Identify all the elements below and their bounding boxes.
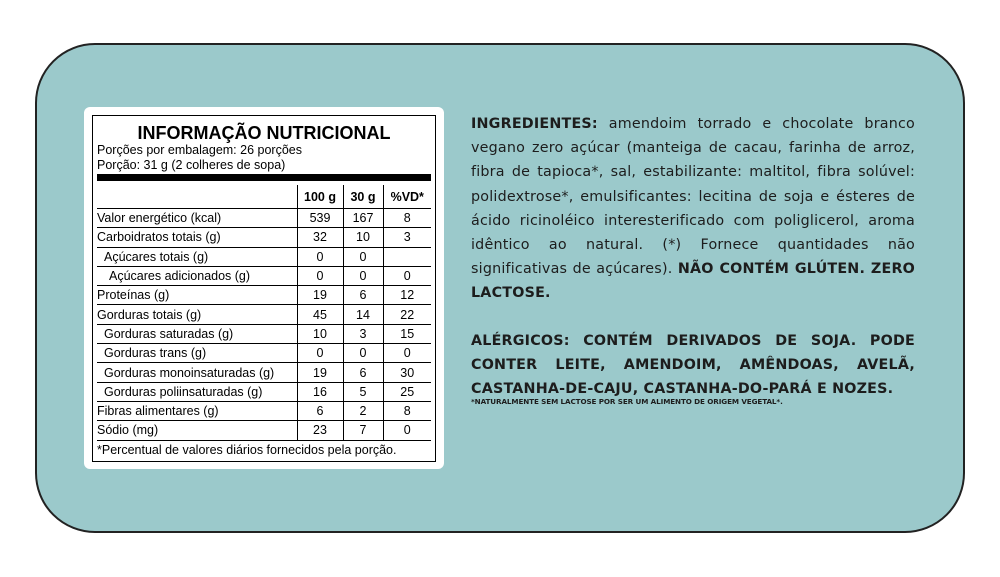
table-row: [97, 247, 431, 266]
header-30g: 30 g: [343, 185, 383, 209]
row-value-vd: 0: [383, 266, 431, 285]
row-value-100g: 0: [297, 247, 343, 266]
row-value-30g: 6: [343, 363, 383, 382]
table-row: [97, 266, 431, 285]
row-value-vd: 8: [383, 401, 431, 420]
lactose-fine-print: *NATURALMENTE SEM LACTOSE POR SER UM ALIMENTO DE ORIGEM VEGETAL*.: [471, 397, 783, 407]
row-value-100g: 45: [297, 305, 343, 324]
row-value-vd: 22: [383, 305, 431, 324]
row-value-vd: 30: [383, 363, 431, 382]
row-name: Gorduras totais (g): [97, 307, 202, 322]
table-row: [97, 344, 431, 363]
row-value-30g: 14: [343, 305, 383, 324]
servings-per-package: Porções por embalagem: 26 porções: [97, 143, 302, 157]
row-value-100g: 16: [297, 382, 343, 401]
table-row: [97, 421, 431, 440]
table-row: [97, 363, 431, 382]
row-name: Valor energético (kcal): [97, 211, 222, 226]
nutrition-table: [97, 185, 431, 441]
row-value-100g: 539: [297, 209, 343, 228]
table-row: [97, 228, 431, 247]
nutrition-label-card: [84, 107, 444, 469]
row-value-100g: 23: [297, 421, 343, 440]
row-value-100g: 0: [297, 344, 343, 363]
ingredients-paragraph: [471, 112, 915, 306]
row-value-100g: 10: [297, 324, 343, 343]
nutrition-title: INFORMAÇÃO NUTRICIONAL: [137, 123, 391, 143]
ingredients-text: amendoim torrado e chocolate branco vegano zero açúcar (manteiga de cacau, farinha de arroz, fibra de tapioca*, sal, estabilizante: maltitol, fibra solúvel: polidextrose*, emulsificantes: lecitina de soja e ésteres de ácido ricinoléico interesterificado com poliglicerol, aroma idêntico ao natural. (*) Fornece quantidades não significativas de açúcares).: [471, 116, 915, 278]
row-name: Açúcares adicionados (g): [109, 269, 251, 284]
row-value-vd: 0: [383, 344, 431, 363]
row-value-vd: 25: [383, 382, 431, 401]
row-name: Sódio (mg): [97, 423, 159, 438]
row-name: Gorduras saturadas (g): [104, 326, 234, 341]
row-value-vd: 8: [383, 209, 431, 228]
row-value-vd: [383, 247, 431, 266]
nutrition-footnote: *Percentual de valores diários fornecidos pela porção.: [97, 442, 397, 457]
row-name: Proteínas (g): [97, 288, 170, 303]
row-value-30g: 0: [343, 247, 383, 266]
nutrition-label: [92, 115, 436, 462]
table-row: [97, 401, 431, 420]
table-row: [97, 382, 431, 401]
gluten-lactose-claim: NÃO CONTÉM GLÚTEN. ZERO LACTOSE.: [471, 261, 916, 302]
table-row: [97, 324, 431, 343]
table-row: [97, 209, 431, 228]
row-value-vd: 3: [383, 228, 431, 247]
row-name: Gorduras monoinsaturadas (g): [104, 365, 275, 380]
row-value-vd: 0: [383, 421, 431, 440]
row-value-100g: 32: [297, 228, 343, 247]
row-value-100g: 19: [297, 363, 343, 382]
table-row: [97, 305, 431, 324]
table-header-row: [97, 185, 431, 209]
header-vd: %VD*: [383, 185, 431, 209]
row-name: Fibras alimentares (g): [97, 404, 219, 419]
row-value-100g: 0: [297, 266, 343, 285]
row-value-30g: 10: [343, 228, 383, 247]
row-name: Gorduras poliinsaturadas (g): [104, 384, 263, 399]
row-value-30g: 3: [343, 324, 383, 343]
ingredients-heading: INGREDIENTES:: [471, 116, 598, 132]
row-value-30g: 0: [343, 266, 383, 285]
header-empty: [97, 185, 297, 209]
row-value-30g: 167: [343, 209, 383, 228]
row-value-30g: 2: [343, 401, 383, 420]
row-value-vd: 15: [383, 324, 431, 343]
row-value-100g: 19: [297, 286, 343, 305]
row-value-30g: 7: [343, 421, 383, 440]
row-name: Açúcares totais (g): [104, 249, 209, 264]
row-name: Gorduras trans (g): [104, 346, 207, 361]
serving-size: Porção: 31 g (2 colheres de sopa): [97, 158, 431, 175]
row-value-vd: 12: [383, 286, 431, 305]
header-100g: 100 g: [297, 185, 343, 209]
product-info: [471, 112, 915, 406]
row-value-30g: 0: [343, 344, 383, 363]
row-name: Carboidratos totais (g): [97, 230, 221, 245]
table-row: [97, 286, 431, 305]
row-value-30g: 6: [343, 286, 383, 305]
divider-bar: [97, 175, 431, 181]
row-value-100g: 6: [297, 401, 343, 420]
allergens-statement: ALÉRGICOS: CONTÉM DERIVADOS DE SOJA. PODE CONTER LEITE, AMENDOIM, AMÊNDOAS, AVELÃ, CASTANHA-DE-CAJU, CASTANHA-DO-PARÁ E NOZES.: [471, 332, 915, 398]
row-value-30g: 5: [343, 382, 383, 401]
